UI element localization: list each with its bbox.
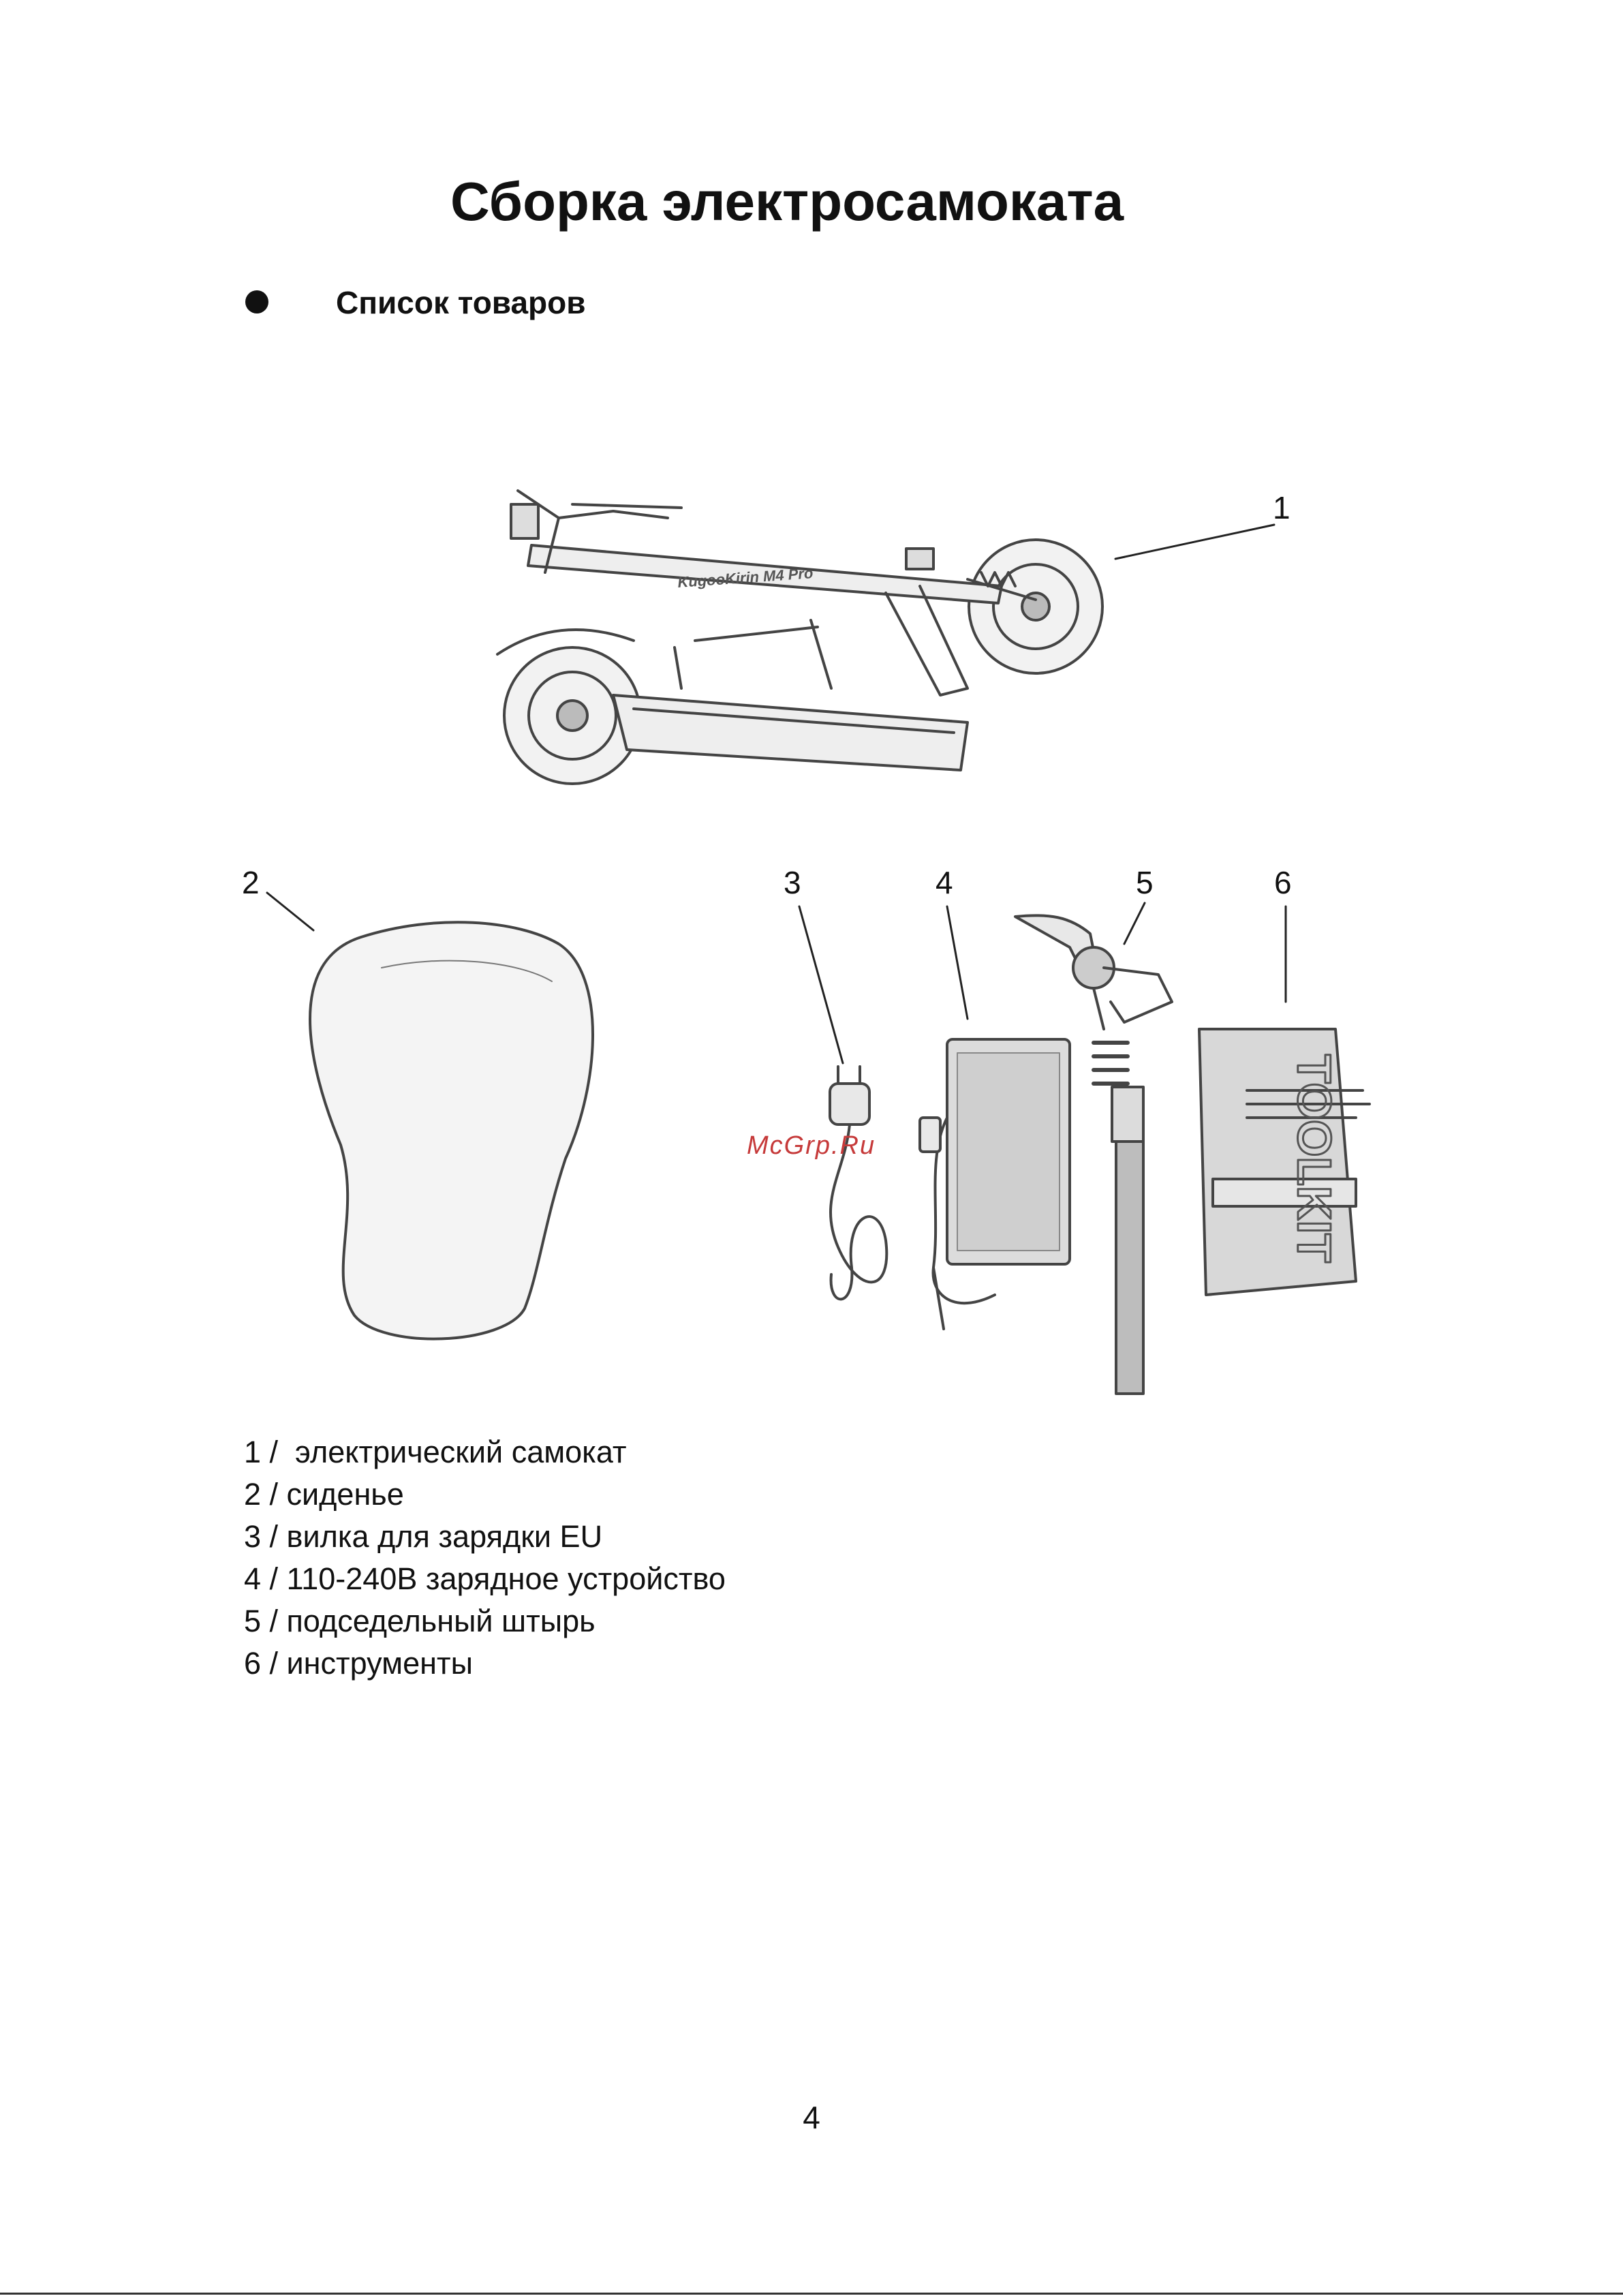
callout-6: 6 [1274,865,1292,900]
callout-5: 5 [1136,865,1154,900]
list-item: 5 / подседельный штырь [244,1604,596,1638]
items-list [244,1431,726,1685]
list-item: 2 / сиденье [244,1477,404,1512]
watermark: McGrp.Ru [747,1131,876,1160]
list-item: 3 / вилка для зарядки EU [244,1519,603,1554]
toolkit-drawing [1199,1029,1370,1295]
list-item: 1 / электрический самокат [244,1435,627,1469]
callout-4: 4 [936,865,953,900]
bottom-divider [0,2293,1623,2295]
section-heading: Список товаров [336,285,586,320]
scooter-drawing [497,491,1102,784]
callout-2: 2 [242,865,260,900]
toolkit-label-text: TOOLKIT [1288,1054,1341,1263]
charger-drawing [920,1039,1070,1329]
list-item: 4 / 110-240В зарядное устройство [244,1561,726,1596]
eu-plug-drawing [830,1067,886,1299]
callout-1: 1 [1273,490,1290,525]
scooter-logo-text: KugooKirin M4 Pro [677,564,814,591]
callout-3: 3 [784,865,801,900]
seat-drawing [310,922,593,1338]
page-title: Сборка электросамоката [450,171,1124,232]
page-number: 4 [803,2100,820,2135]
list-item: 6 / инструменты [244,1646,473,1681]
